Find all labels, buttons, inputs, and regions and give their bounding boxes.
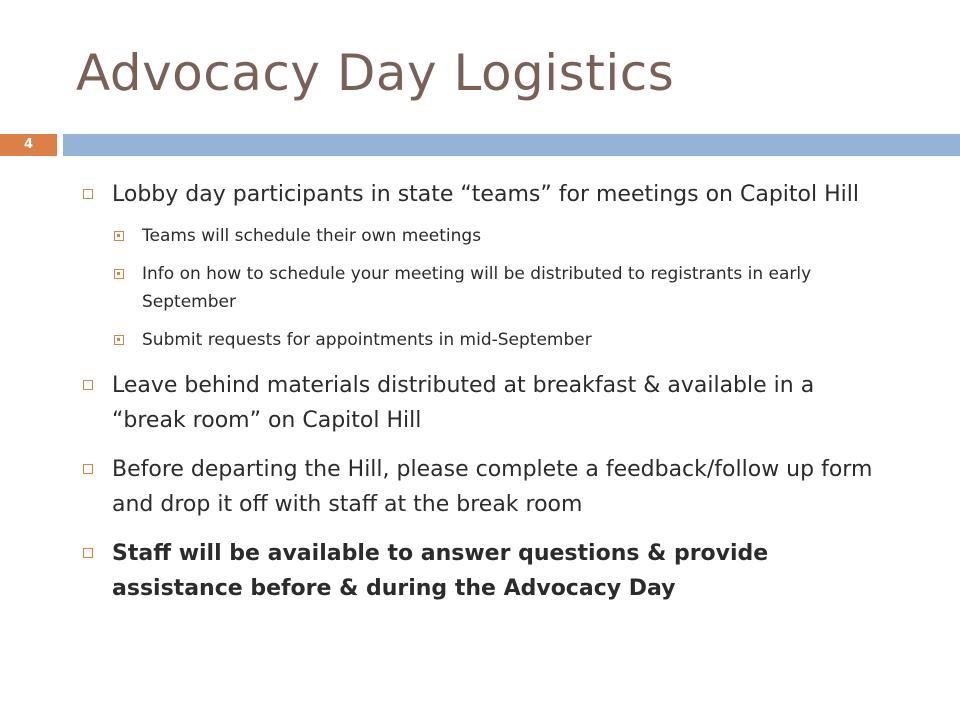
sub-bullet-text: Submit requests for appointments in mid-September <box>142 330 592 350</box>
slide-number: 4 <box>0 134 57 156</box>
bullet-item-emphasis <box>80 536 890 606</box>
bullet-list <box>80 177 890 620</box>
hollow-square-bullet-icon <box>83 548 93 558</box>
hollow-square-bullet-icon <box>83 189 93 199</box>
bullet-text: Leave behind materials distributed at breakfast & available in a “break room” on Capitol Hill <box>112 373 815 433</box>
bullet-item <box>80 452 890 522</box>
bullet-item <box>80 177 890 212</box>
sub-bullet-list <box>80 222 890 354</box>
bullet-item <box>80 368 890 438</box>
sub-bullet-text: Info on how to schedule your meeting will be distributed to registrants in early September <box>142 264 812 312</box>
sub-bullet-text: Teams will schedule their own meetings <box>142 226 482 246</box>
bullet-text: Lobby day participants in state “teams” for meetings on Capitol Hill <box>112 182 859 207</box>
hollow-square-bullet-icon <box>83 380 93 390</box>
square-dot-bullet-icon <box>114 269 124 279</box>
square-dot-bullet-icon <box>114 335 124 345</box>
bullet-text: Before departing the Hill, please complete a feedback/follow up form and drop it off with staff at the break room <box>112 457 873 517</box>
hollow-square-bullet-icon <box>83 464 93 474</box>
header-rule <box>63 134 960 156</box>
slide-title: Advocacy Day Logistics <box>76 44 675 102</box>
bullet-text: Staff will be available to answer questions & provide assistance before & during the Advocacy Day <box>112 541 769 601</box>
square-dot-bullet-icon <box>114 231 124 241</box>
sub-bullet-item <box>80 260 890 316</box>
sub-bullet-item <box>80 326 890 354</box>
sub-bullet-item <box>80 222 890 250</box>
